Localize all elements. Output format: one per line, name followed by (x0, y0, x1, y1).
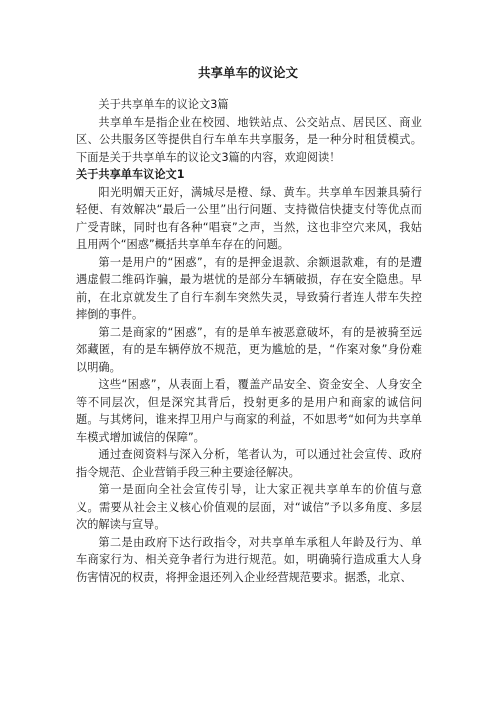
section-heading: 关于共享单车议论文1 (76, 168, 185, 181)
body-paragraph: 通过查阅资料与深入分析，笔者认为，可以通过社会宣传、政府指令规范、企业营销手段三种主要途径解决。 (76, 448, 422, 479)
body-paragraph: 第一是用户的“困惑”，有的是押金退款、余额退款难，有的是遭遇虚假二维码诈骗，最为堪忧的是部分车辆破损，存在安全隐患。早前，在北京就发生了自行车刹车突然失灵，导致骑行者连人带车失控摔倒的事件。 (76, 255, 422, 321)
body-paragraph: 阳光明媚天正好，满城尽是橙、绿、黄车。共享单车因兼具骑行轻便、有效解决“最后一公里”出行问题、支持微信快捷支付等优点而广受青睐，同时也有各种“唱衰”之声，当然，这也非空穴来风，我姑且用两个“困惑”概括共享单车存在的问题。 (76, 185, 422, 251)
document-body (76, 96, 422, 586)
intro-paragraph: 共享单车是指企业在校园、地铁站点、公交站点、居民区、商业区、公共服务区等提供自行车单车共享服务，是一种分时租赁模式。下面是关于共享单车的议论文3篇的内容，欢迎阅读！ (76, 115, 422, 164)
body-paragraph: 第二是商家的“困惑”，有的是单车被恶意破坏，有的是被骑至远郊藏匿，有的是车辆停放不规范，更为尴尬的是，“作案对象”身份难以明确。 (76, 325, 422, 374)
body-paragraph: 第二是由政府下达行政指令，对共享单车承租人年龄及行为、单车商家行为、相关竞争者行为进行规范。如，明确骑行造成重大人身伤害情况的权责，将押金退还列入企业经营规范要求。据悉，北京、 (76, 535, 422, 584)
body-paragraph: 第一是面向全社会宣传引导，让大家正视共享单车的价值与意义。需要从社会主义核心价值观的层面，对“诚信”予以多角度、多层次的解读与宣导。 (76, 483, 422, 531)
body-paragraph: 这些“困惑”，从表面上看，覆盖产品安全、资金安全、人身安全等不同层次，但是深究其背后，投射更多的是用户和商家的诚信问题。与其烤问，谁来捍卫用户与商家的利益，不如思考“如何为共享单车模式增加诚信的保障”。 (76, 378, 422, 444)
intro-line: 关于共享单车的议论文3篇 (98, 98, 229, 111)
document-title: 共享单车的议论文 (197, 65, 298, 80)
